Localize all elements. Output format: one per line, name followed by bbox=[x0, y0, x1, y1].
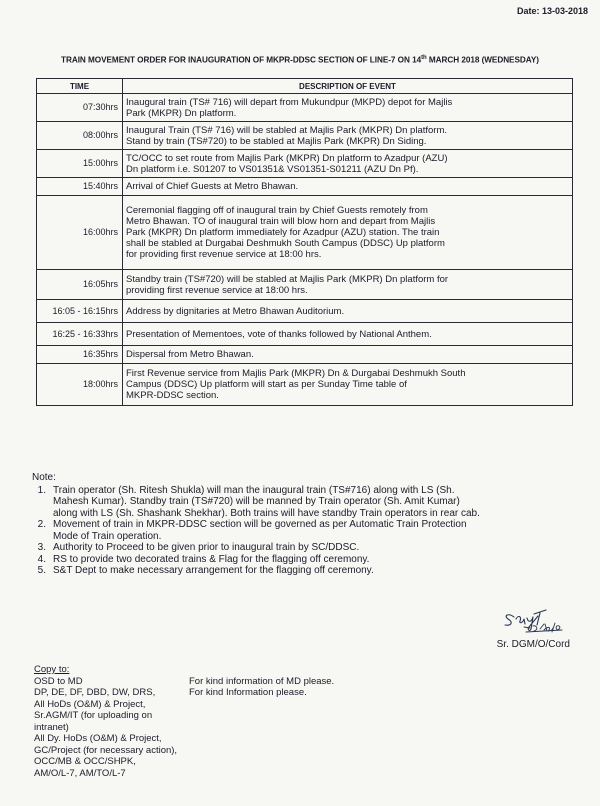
copy-recipient: GC/Project (for necessary action), bbox=[34, 744, 178, 756]
copy-purpose: For kind information of MD please. bbox=[189, 675, 335, 687]
note-line: along with LS (Sh. Shashank Shekhar). Both trains will have standby Train operators in rear cab. bbox=[53, 507, 480, 519]
copy-recipient: OCC/MB & OCC/SHPK, bbox=[34, 756, 136, 767]
note-line: Train operator (Sh. Ritesh Shukla) will man the inaugural train (TS#716) along with LS (Sh. bbox=[53, 484, 455, 496]
copy-purpose bbox=[189, 745, 574, 757]
notes-heading: Note: bbox=[32, 472, 56, 483]
note-line: S&T Dept to make necessary arrangement for the flagging off ceremony. bbox=[53, 565, 374, 576]
event-time: 18:00hrs bbox=[37, 364, 123, 406]
copy-recipient: AM/O/L-7, AM/TO/L-7 bbox=[34, 767, 126, 779]
table-header-row bbox=[37, 79, 573, 94]
copy-to-list bbox=[34, 676, 574, 780]
event-schedule-table bbox=[36, 78, 573, 406]
copy-to-row bbox=[34, 768, 574, 780]
copy-to-row bbox=[34, 699, 574, 711]
event-time: 16:05hrs bbox=[37, 270, 123, 300]
document-date: Date: 13-03-2018 bbox=[516, 6, 588, 16]
event-description bbox=[123, 94, 573, 122]
note-text bbox=[53, 565, 582, 577]
event-description bbox=[123, 196, 573, 270]
note-text bbox=[53, 485, 582, 520]
table-row bbox=[37, 122, 573, 150]
copy-purpose bbox=[189, 699, 574, 711]
event-time: 16:25 - 16:33hrs bbox=[37, 323, 123, 346]
event-time: 16:35hrs bbox=[37, 346, 123, 364]
copy-purpose bbox=[189, 733, 574, 745]
note-number: 1. bbox=[37, 484, 46, 496]
event-description bbox=[123, 178, 573, 196]
event-description-line: Inaugural Train (TS# 716) will be stabled at Majlis Park (MKPR) Dn platform. bbox=[126, 124, 448, 136]
note-number: 5. bbox=[37, 565, 46, 576]
copy-to-row bbox=[34, 710, 574, 733]
event-description-line: for providing first revenue service at 18:00 hrs. bbox=[126, 249, 322, 260]
document-title bbox=[0, 55, 600, 65]
event-description-line: Park (MKPR) Dn platform immediately for Azadpur (AZU) station. The train bbox=[126, 227, 440, 238]
copy-to-heading: Copy to: bbox=[34, 664, 70, 675]
table-row bbox=[37, 178, 573, 196]
note-line: Mahesh Kumar). Standby train (TS#720) will be manned by Train operator (Sh. Amit Kumar) bbox=[53, 496, 460, 507]
event-description-line: Standby train (TS#720) will be stabled at Majlis Park (MKPR) Dn platform for bbox=[126, 273, 449, 285]
note-text bbox=[53, 542, 582, 554]
event-time: 15:40hrs bbox=[37, 178, 123, 196]
table-row bbox=[37, 346, 573, 364]
copy-purpose: For kind Information please. bbox=[189, 687, 307, 698]
copy-to-section bbox=[34, 664, 574, 779]
note-line: Movement of train in MKPR-DDSC section will be governed as per Automatic Train Protection bbox=[53, 519, 467, 530]
event-description-line: MKPR-DDSC section. bbox=[126, 390, 219, 401]
event-description-line: Ceremonial flagging off of inaugural train by Chief Guests remotely from bbox=[126, 205, 428, 216]
event-description-line: Campus (DDSC) Up platform will start as per Sunday Time table of bbox=[126, 379, 407, 390]
note-line: Authority to Proceed to be given prior to inaugural train by SC/DDSC. bbox=[53, 542, 360, 553]
copy-purpose bbox=[189, 710, 574, 733]
copy-to-row bbox=[34, 676, 574, 688]
event-description bbox=[123, 323, 573, 346]
table-row bbox=[37, 364, 573, 406]
title-superscript: th bbox=[421, 55, 427, 61]
event-time: 16:00hrs bbox=[37, 196, 123, 270]
note-number: 2. bbox=[37, 519, 46, 530]
note-line: RS to provide two decorated trains & Flag for the flagging off ceremony. bbox=[53, 553, 370, 565]
copy-to-row bbox=[34, 687, 574, 699]
notes-section bbox=[26, 472, 582, 577]
note-number: 4. bbox=[37, 553, 46, 565]
copy-recipient: DP, DE, DF, DBD, DW, DRS, bbox=[34, 687, 156, 698]
event-time: 07:30hrs bbox=[37, 94, 123, 122]
event-description-line: Metro Bhawan. TO of inaugural train will blow horn and depart from Majlis bbox=[126, 216, 436, 227]
time-column-header: TIME bbox=[37, 79, 123, 94]
note-item bbox=[26, 519, 582, 542]
event-description bbox=[123, 300, 573, 323]
event-time: 08:00hrs bbox=[37, 122, 123, 150]
note-item bbox=[26, 542, 582, 554]
note-text bbox=[53, 554, 582, 566]
notes-list bbox=[26, 485, 582, 577]
event-description-line: Arrival of Chief Guests at Metro Bhawan. bbox=[126, 181, 299, 192]
event-description-line: Dn platform i.e. S01207 to VS01351& VS01351-S01211 (AZU Dn Pf). bbox=[126, 163, 419, 175]
event-description-line: Dispersal from Metro Bhawan. bbox=[126, 349, 254, 360]
event-description-line: Stand by train (TS#720) to be stabled at Majlis Park (MKPR) Dn Siding. bbox=[126, 135, 427, 147]
table-row bbox=[37, 323, 573, 346]
table-row bbox=[37, 196, 573, 270]
event-description-line: shall be stabled at Durgabai Deshmukh South Campus (DDSC) Up platform bbox=[126, 238, 445, 249]
note-item bbox=[26, 554, 582, 566]
event-description-line: Park (MKPR) Dn platform. bbox=[126, 107, 237, 119]
event-time: 15:00hrs bbox=[37, 150, 123, 178]
copy-recipient: OSD to MD bbox=[34, 675, 83, 687]
event-description-line: TC/OCC to set route from Majlis Park (MKPR) Dn platform to Azadpur (AZU) bbox=[126, 152, 448, 164]
event-description-line: providing first revenue service at 18:00 hrs. bbox=[126, 284, 308, 296]
handwritten-signature bbox=[500, 604, 580, 634]
copy-purpose bbox=[189, 768, 574, 780]
table-row bbox=[37, 94, 573, 122]
copy-to-row bbox=[34, 733, 574, 745]
event-description bbox=[123, 122, 573, 150]
event-description-line: First Revenue service from Majlis Park (MKPR) Dn & Durgabai Deshmukh South bbox=[126, 368, 466, 379]
event-description bbox=[123, 270, 573, 300]
copy-recipient: All HoDs (O&M) & Project, bbox=[34, 698, 146, 710]
signatory-designation: Sr. DGM/O/Cord bbox=[496, 639, 570, 650]
copy-purpose bbox=[189, 756, 574, 768]
note-item bbox=[26, 485, 582, 520]
copy-recipient: Sr.AGM/IT (for uploading on intranet) bbox=[34, 710, 153, 733]
table-row bbox=[37, 300, 573, 323]
description-column-header: DESCRIPTION OF EVENT bbox=[123, 79, 573, 94]
note-text bbox=[53, 519, 582, 542]
title-text: TRAIN MOVEMENT ORDER FOR INAUGURATION OF MKPR-DDSC SECTION OF LINE-7 ON 14 bbox=[61, 55, 422, 65]
note-number: 3. bbox=[37, 542, 46, 553]
event-time: 16:05 - 16:15hrs bbox=[37, 300, 123, 323]
table-row bbox=[37, 150, 573, 178]
note-line: Mode of Train operation. bbox=[53, 530, 162, 542]
copy-to-row bbox=[34, 745, 574, 757]
event-description-line: Inaugural train (TS# 716) will depart from Mukundpur (MKPD) depot for Majlis bbox=[126, 96, 453, 108]
event-description bbox=[123, 346, 573, 364]
copy-recipient: All Dy. HoDs (O&M) & Project, bbox=[34, 733, 162, 744]
schedule-body bbox=[37, 94, 573, 406]
table-row bbox=[37, 270, 573, 300]
event-description bbox=[123, 150, 573, 178]
event-description bbox=[123, 364, 573, 406]
event-description-line: Address by dignitaries at Metro Bhawan Auditorium. bbox=[126, 305, 345, 317]
title-text-end: MARCH 2018 (WEDNESDAY) bbox=[426, 55, 539, 65]
event-description-line: Presentation of Mementoes, vote of thanks followed by National Anthem. bbox=[126, 328, 432, 340]
note-item bbox=[26, 565, 582, 577]
copy-to-row bbox=[34, 756, 574, 768]
